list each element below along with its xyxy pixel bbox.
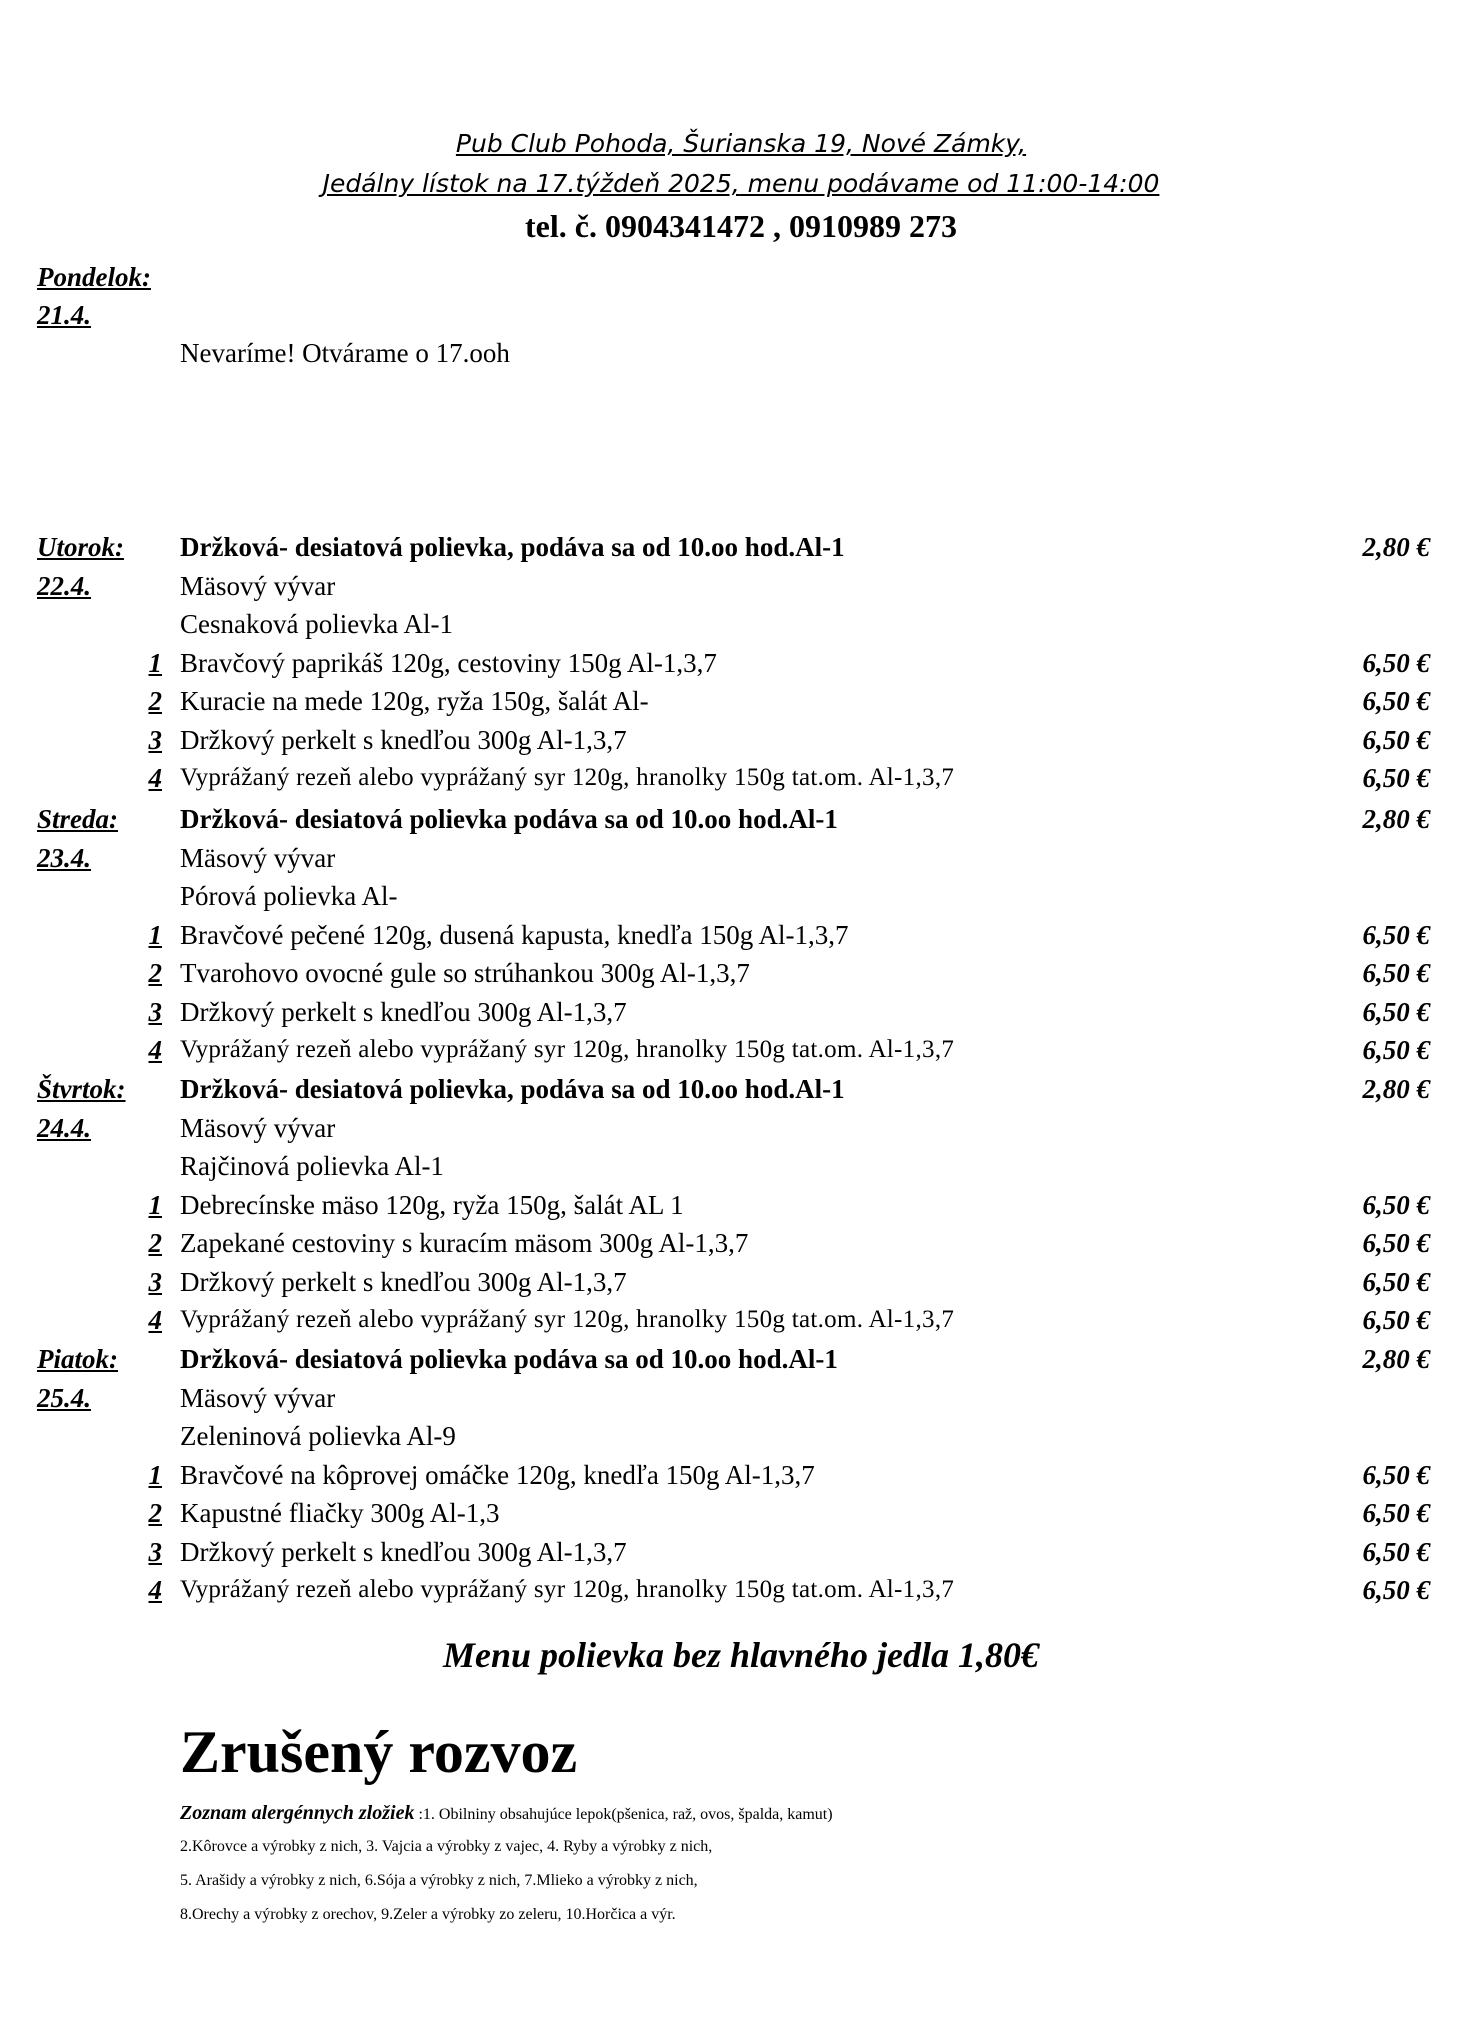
meal-price: 6,50 € [1362,1189,1430,1220]
meal-row [0,721,1482,759]
soup-option-2: Mäsový vývar [180,1112,336,1143]
meal-row [0,1186,1482,1224]
monday-date-row [0,296,1482,334]
monday-day-label: Pondelok: [37,262,151,292]
meal-price: 6,50 € [1362,1035,1430,1065]
meal-row [0,1494,1482,1532]
meal-price: 6,50 € [1362,1575,1430,1605]
day-row-soup-2 [0,1379,1482,1417]
pub-address [0,124,1482,164]
delivery-cancelled-notice: Zrušený rozvoz [180,1719,578,1785]
serving-hours: menu podávame od 11:00-14:00 [739,169,1160,198]
meal-price: 6,50 € [1362,763,1430,793]
meal-number: 1 [148,647,162,678]
allergen-title: Zoznam alergénnych zložiek [180,1802,415,1824]
meal-price: 6,50 € [1362,1498,1430,1528]
meal-name: Debrecínske mäso 120g, ryža 150g, šalát AL 1 [180,1189,684,1220]
soup-option-3: Cesnaková polievka Al-1 [180,609,453,639]
meal-price: 6,50 € [1362,686,1430,716]
meal-number: 4 [148,1575,162,1605]
meal-name: Zapekané cestoviny s kuracím mäsom 300g Al-1,3,7 [180,1228,749,1258]
meal-price: 6,50 € [1362,996,1430,1027]
meal-row [0,916,1482,954]
day-date: 23.4. [37,842,91,873]
meal-row [0,954,1482,992]
day-row-soup-3 [0,1147,1482,1185]
pub-address-text: Pub Club Pohoda, Šurianska 19, Nové Zámky, [455,129,1027,158]
meal-number: 3 [148,1266,162,1297]
soup-option-2: Mäsový vývar [180,1382,336,1413]
day-label: Streda: [37,804,118,834]
meal-row [0,1533,1482,1571]
meal-price: 6,50 € [1362,724,1430,755]
allergen-text-1: :1. Obilniny obsahujúce lepok(pšenica, raž, ovos, špalda, kamut) [414,1806,833,1823]
meal-name: Bravčový paprikáš 120g, cestoviny 150g Al-1,3,7 [180,647,717,678]
meal-row [0,1031,1482,1069]
meal-number: 2 [148,1228,162,1258]
menu-header [0,124,1482,248]
meal-price: 6,50 € [1362,647,1430,678]
day-date: 22.4. [37,570,91,601]
meal-price: 6,50 € [1362,1459,1430,1490]
allergen-line-3: 5. Arašidy a výrobky z nich, 6.Sója a výrobky z nich, 7.Mlieko a výrobky z nich, [180,1872,698,1889]
meal-price: 6,50 € [1362,1228,1430,1258]
meal-name: Tvarohovo ovocné gule so strúhankou 300g Al-1,3,7 [180,958,750,988]
meal-name: Bravčové pečené 120g, dusená kapusta, knedľa 150g Al-1,3,7 [180,919,849,950]
meal-price: 6,50 € [1362,1536,1430,1567]
main-soup: Držková- desiatová polievka podáva sa od 10.oo hod.Al-1 [180,1344,838,1374]
day-label: Štvrtok: [37,1074,126,1104]
day-label: Utorok: [37,532,124,562]
main-soup-price: 2,80 € [1362,804,1430,834]
meal-name: Držkový perkelt s knedľou 300g Al-1,3,7 [180,996,627,1027]
meal-number: 3 [148,1536,162,1567]
meal-number: 3 [148,996,162,1027]
meal-row [0,759,1482,797]
meal-name: Držkový perkelt s knedľou 300g Al-1,3,7 [180,1266,627,1297]
main-soup: Držková- desiatová polievka podáva sa od 10.oo hod.Al-1 [180,804,838,834]
soup-option-3: Pórová polievka Al- [180,881,398,911]
main-soup-price: 2,80 € [1362,1344,1430,1374]
meal-name: Vyprážaný rezeň alebo vyprážaný syr 120g, hranolky 150g tat.om. Al-1,3,7 [180,764,955,791]
meal-name: Vyprážaný rezeň alebo vyprážaný syr 120g, hranolky 150g tat.om. Al-1,3,7 [180,1576,955,1603]
day-row-soup-main [0,1070,1482,1108]
meal-price: 6,50 € [1362,958,1430,988]
soup-option-2: Mäsový vývar [180,842,336,873]
main-soup-price: 2,80 € [1362,532,1430,562]
meal-name: Držkový perkelt s knedľou 300g Al-1,3,7 [180,724,627,755]
day-date: 25.4. [37,1382,91,1413]
allergen-line-2: 2.Kôrovce a výrobky z nich, 3. Vajcia a výrobky z vajec, 4. Ryby a výrobky z nich, [180,1838,713,1855]
meal-row [0,1301,1482,1339]
meal-number: 4 [148,1305,162,1335]
meal-name: Bravčové na kôprovej omáčke 120g, knedľa 150g Al-1,3,7 [180,1459,815,1490]
day-row-soup-3 [0,877,1482,915]
soup-option-2: Mäsový vývar [180,570,336,601]
meal-row [0,1571,1482,1609]
meal-price: 6,50 € [1362,1305,1430,1335]
day-row-soup-2 [0,567,1482,605]
meal-number: 2 [148,686,162,716]
menu-week-line [0,164,1482,204]
meal-number: 4 [148,1035,162,1065]
meal-name: Kuracie na mede 120g, ryža 150g, šalát Al- [180,686,649,716]
day-row-soup-main [0,528,1482,566]
meal-number: 4 [148,763,162,793]
meal-price: 6,50 € [1362,1266,1430,1297]
meal-number: 1 [148,1459,162,1490]
main-soup: Držková- desiatová polievka, podáva sa od 10.oo hod.Al-1 [180,532,845,562]
main-soup: Držková- desiatová polievka, podáva sa od 10.oo hod.Al-1 [180,1074,845,1104]
monday-date-label: 21.4. [37,300,91,330]
day-row-soup-main [0,1340,1482,1378]
day-row-soup-2 [0,1109,1482,1147]
day-row-soup-3 [0,1417,1482,1455]
day-row-soup-main [0,800,1482,838]
meal-name: Vyprážaný rezeň alebo vyprážaný syr 120g, hranolky 150g tat.om. Al-1,3,7 [180,1306,955,1333]
meal-number: 2 [148,958,162,988]
day-row-soup-2 [0,839,1482,877]
soup-option-3: Zeleninová polievka Al-9 [180,1421,456,1451]
phone-numbers: tel. č. 0904341472 , 0910989 273 [525,208,957,244]
meal-row [0,993,1482,1031]
day-date: 24.4. [37,1112,91,1143]
soup-option-3: Rajčinová polievka Al-1 [180,1151,444,1181]
main-soup-price: 2,80 € [1362,1074,1430,1104]
day-label: Piatok: [37,1344,118,1374]
meal-number: 2 [148,1498,162,1528]
meal-price: 6,50 € [1362,919,1430,950]
monday-day-row [0,258,1482,296]
meal-number: 1 [148,1189,162,1220]
meal-name: Kapustné fliačky 300g Al-1,3 [180,1498,500,1528]
meal-name: Vyprážaný rezeň alebo vyprážaný syr 120g, hranolky 150g tat.om. Al-1,3,7 [180,1036,955,1063]
soup-only-price: Menu polievka bez hlavného jedla 1,80€ [443,1635,1039,1675]
meal-row [0,644,1482,682]
meal-row [0,1263,1482,1301]
meal-row [0,1456,1482,1494]
meal-name: Držkový perkelt s knedľou 300g Al-1,3,7 [180,1536,627,1567]
allergen-line-1 [180,1796,833,1832]
meal-number: 1 [148,919,162,950]
allergen-line-4: 8.Orechy a výrobky z orechov, 9.Zeler a výrobky zo zeleru, 10.Horčica a výr. [180,1906,676,1923]
meal-number: 3 [148,724,162,755]
meal-row [0,682,1482,720]
day-row-soup-3 [0,605,1482,643]
meal-row [0,1224,1482,1262]
monday-closed-note: Nevaríme! Otvárame o 17.ooh [180,338,510,368]
menu-week-title: Jedálny lístok na 17.týždeň 2025, [322,169,740,198]
